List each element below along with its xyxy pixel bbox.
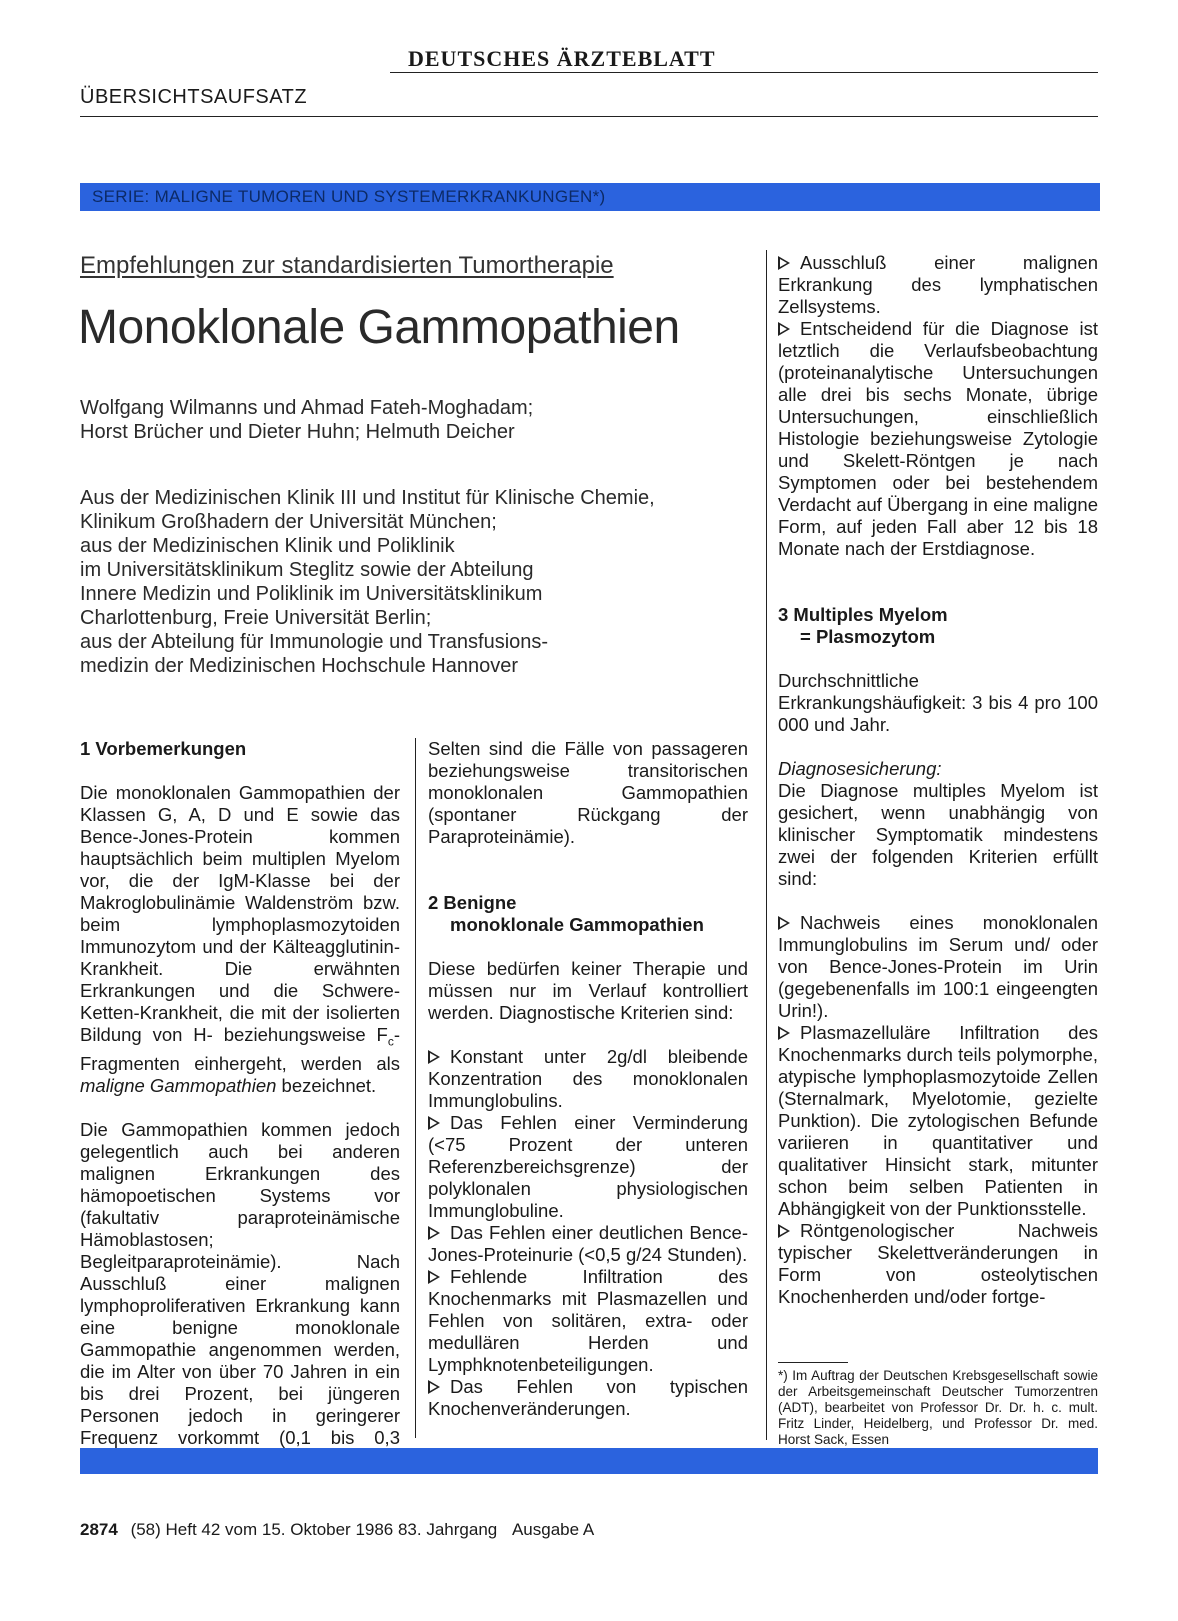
footnote-rule	[778, 1362, 848, 1363]
affiliation-line: Innere Medizin und Poliklinik im Universitätsklinikum	[80, 583, 543, 605]
text-run: bezeichnet.	[276, 1074, 377, 1096]
triangle-bullet-icon	[778, 1026, 790, 1040]
criterion-text: Das Fehlen von typischen Knochenveränderungen.	[428, 1376, 748, 1419]
column-divider-right	[766, 250, 767, 1440]
paragraph: Die Diagnose multiples Myelom ist gesichert, wenn unabhängig von klinischer Symptomatik mindestens zwei der folgenden Kriterien erfüllt sind:	[778, 780, 1098, 889]
authors	[80, 396, 533, 444]
triangle-bullet-icon	[778, 916, 790, 930]
criterion-item	[428, 1222, 748, 1266]
affiliation-line: im Universitätsklinikum Steglitz sowie der Abteilung	[80, 559, 534, 581]
criterion-text: Nachweis eines monoklonalen Immunglobulins im Serum und/ oder von Bence-Jones-Protein im Urin (gegebenenfalls im 100:1 eingeengten Urin!).	[778, 912, 1098, 1021]
header-rule-top	[390, 72, 1098, 73]
emphasis: maligne Gammopathien	[80, 1074, 277, 1096]
criterion-item	[428, 1266, 748, 1376]
criterion-item	[428, 1112, 748, 1222]
triangle-bullet-icon	[778, 256, 790, 270]
criterion-item	[778, 252, 1098, 318]
section-label: ÜBERSICHTSAUFSATZ	[80, 86, 308, 108]
criterion-text: Das Fehlen einer Verminderung (<75 Prozent der unteren Referenzbereichsgrenze) der polyklonalen physiologischen Immunglobuline.	[428, 1112, 748, 1221]
page-footer	[80, 1520, 594, 1540]
article-subtitle: Empfehlungen zur standardisierten Tumortherapie	[80, 252, 614, 279]
series-label: SERIE: MALIGNE TUMOREN UND SYSTEMERKRANKUNGEN*)	[92, 187, 606, 206]
paragraph: Selten sind die Fälle von passageren beziehungsweise transitorischen monoklonalen Gammopathien (spontaner Rückgang der Paraproteinämie).	[428, 738, 748, 847]
criterion-item	[428, 1046, 748, 1112]
paragraph	[80, 782, 400, 1097]
section-heading: 3 Multiples Myelom	[778, 604, 948, 625]
triangle-bullet-icon	[778, 1224, 790, 1238]
criterion-text: Fehlende Infiltration des Knochenmarks mit Plasmazellen und Fehlen von solitären, extra- oder medullären Herden und Lymphknotenbeteiligungen.	[428, 1266, 748, 1375]
affiliation-line: aus der Abteilung für Immunologie und Transfusions-	[80, 631, 549, 653]
triangle-bullet-icon	[428, 1270, 440, 1284]
triangle-bullet-icon	[778, 322, 790, 336]
affiliation-line: Aus der Medizinischen Klinik III und Institut für Klinische Chemie,	[80, 487, 655, 509]
author-line: Horst Brücher und Dieter Huhn; Helmuth Deicher	[80, 421, 515, 443]
section-heading-cont: monoklonale Gammopathien	[450, 914, 704, 935]
criterion-item	[428, 1376, 748, 1420]
criterion-text: Röntgenologischer Nachweis typischer Skelettveränderungen in Form von osteolytischen Knochenherden und/oder fortge-	[778, 1220, 1098, 1307]
criterion-item	[778, 318, 1098, 560]
header-rule-bottom	[80, 116, 1098, 117]
triangle-bullet-icon	[428, 1116, 440, 1130]
affiliation-line: Charlottenburg, Freie Universität Berlin;	[80, 607, 432, 629]
affiliation-line: medizin der Medizinischen Hochschule Hannover	[80, 655, 518, 677]
column-1	[80, 738, 400, 1471]
criterion-item	[778, 912, 1098, 1022]
text-run: -Fragmenten einhergeht, werden als	[80, 1024, 400, 1074]
series-banner	[80, 183, 1100, 211]
affiliation	[80, 486, 760, 678]
paragraph: Durchschnittliche Erkrankungshäufigkeit: 3 bis 4 pro 100 000 und Jahr.	[778, 670, 1098, 735]
criterion-text: Das Fehlen einer deutlichen Bence-Jones-Proteinurie (<0,5 g/24 Stunden).	[428, 1222, 748, 1265]
paragraph: Die Gammopathien kommen jedoch gelegentlich auch bei anderen malignen Erkrankungen des hämopoetischen Systems vor (fakultativ paraproteinämische Hämoblastosen; Begleitparaproteinämie). Nach Ausschluß einer malignen lymphoproliferativen Erkrankung kann eine benigne monoklonale Gammopathie angenommen werden, die im Alter von über 70 Jahren in ein bis drei Prozent, bei jüngeren Personen jedoch in geringerer Frequenz vorkommt (0,1 bis 0,3	[80, 1118, 400, 1448]
section-heading-cont: = Plasmozytom	[800, 626, 936, 647]
section-heading: 1 Vorbemerkungen	[80, 738, 247, 759]
article-title: Monoklonale Gammopathien	[78, 301, 680, 354]
affiliation-line: Klinikum Großhadern der Universität München;	[80, 511, 497, 533]
triangle-bullet-icon	[428, 1226, 440, 1240]
criterion-text: Entscheidend für die Diagnose ist letztlich die Verlaufsbeobachtung (proteinanalytische Untersuchungen alle drei bis sechs Monate, übrige Untersuchungen, einschließlich Histologie beziehungsweise Zytologie und Skelett-Röntgen je nach Symptomen oder bei bestehendem Verdacht auf Übergang in eine maligne Form, auf jeden Fall aber 12 bis 18 Monate nach der Erstdiagnose.	[778, 318, 1098, 559]
issue-info: (58) Heft 42 vom 15. Oktober 1986 83. Jahrgang	[130, 1520, 498, 1539]
page-number: 2874	[80, 1520, 118, 1539]
criterion-text: Ausschluß einer malignen Erkrankung des lymphatischen Zellsystems.	[778, 252, 1098, 317]
column-2	[428, 738, 748, 1420]
criterion-item	[778, 1220, 1098, 1308]
text-run: Die monoklonalen Gammopathien der Klassen G, A, D und E sowie das Bence-Jones-Protein kommen hauptsächlich beim multiplen Myelom vor, die der IgM-Klasse bei der Makroglobulinämie Waldenström bzw. beim lymphoplasmozytoiden Immunozytom und der Kälteagglutinin-Krankheit. Die erwähnten Erkrankungen und die Schwere-Ketten-Krankheit, die mit der isolierten Bildung von H- beziehungsweise F	[80, 782, 400, 1045]
subheading: Diagnosesicherung:	[778, 758, 942, 779]
triangle-bullet-icon	[428, 1050, 440, 1064]
paragraph: Diese bedürfen keiner Therapie und müssen nur im Verlauf kontrolliert werden. Diagnostische Kriterien sind:	[428, 958, 748, 1023]
subscript: c	[387, 1034, 394, 1049]
author-line: Wolfgang Wilmanns und Ahmad Fateh-Moghadam;	[80, 397, 534, 419]
footnote: *) Im Auftrag der Deutschen Krebsgesellschaft sowie der Arbeitsgemeinschaft Deutscher Tumorzentren (ADT), bearbeitet von Professor Dr. Dr. h. c. mult. Fritz Linder, Heidelberg, und Professor Dr. med. Horst Sack, Essen	[778, 1368, 1098, 1447]
edition-info: Ausgabe A	[511, 1520, 595, 1539]
criterion-item	[778, 1022, 1098, 1220]
journal-name: DEUTSCHES ÄRZTEBLATT	[408, 46, 716, 71]
section-heading: 2 Benigne	[428, 892, 517, 913]
triangle-bullet-icon	[428, 1380, 440, 1394]
column-divider-left	[415, 738, 416, 1438]
bottom-banner	[80, 1448, 1098, 1474]
criterion-text: Plasmazelluläre Infiltration des Knochenmarks durch teils polymorphe, atypische lymphoplasmozytoide Zellen (Sternalmark, Myelotomie, gezielte Punktion). Die zytologischen Befunde variieren in quantitativer und qualitativer Hinsicht stark, mitunter schon beim selben Patienten in Abhängigkeit von der Punktionsstelle.	[778, 1022, 1098, 1219]
column-3	[778, 252, 1098, 1308]
affiliation-line: aus der Medizinischen Klinik und Poliklinik	[80, 535, 455, 557]
criterion-text: Konstant unter 2g/dl bleibende Konzentration des monoklonalen Immunglobulins.	[428, 1046, 748, 1111]
